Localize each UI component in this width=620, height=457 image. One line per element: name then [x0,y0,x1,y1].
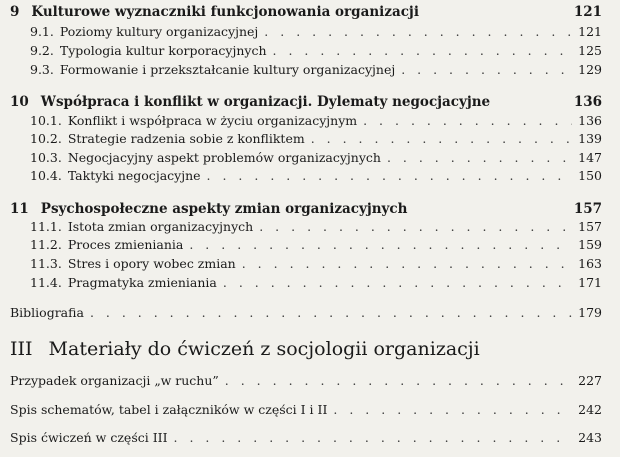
section-10-4[interactable]: 10.4. Taktyki negocjacyjne . . . 150 [30,168,602,183]
dot-leader [401,62,572,77]
section-9-1[interactable]: 9.1. Poziomy kultury organizacyjnej . . . 121 [30,24,602,39]
chapter-title: 9 Kulturowe wyznaczniki funkcjonowania organizacji [10,4,419,20]
dot-leader [273,43,573,58]
chapter-page-number: 121 [573,4,602,20]
dot-leader [174,430,573,445]
part-3-heading: III Materiały do ćwiczeń z socjologii organizacji [10,338,480,360]
section-11-2[interactable]: 11.2. Proces zmieniania . . . 159 [30,237,602,252]
chapter-page-number: 136 [573,94,602,110]
bibliography-entry[interactable]: Bibliografia . . . 179 [10,305,602,320]
dot-leader [311,131,572,146]
dot-leader [223,275,572,290]
dot-leader [387,150,572,165]
chapter-page-number: 157 [573,201,602,217]
section-11-4[interactable]: 11.4. Pragmatyka zmieniania . . . 171 [30,275,602,290]
section-10-1[interactable]: 10.1. Konflikt i współpraca w życiu organizacyjnym . . . 136 [30,113,602,128]
section-10-3[interactable]: 10.3. Negocjacyjny aspekt problemów organizacyjnych . . . 147 [30,150,602,165]
dot-leader [259,219,572,234]
dot-leader [207,168,573,183]
section-9-3[interactable]: 9.3. Formowanie i przekształcanie kultury organizacyjnej . . . 129 [30,62,602,77]
section-11-3[interactable]: 11.3. Stres i opory wobec zmian . . . 163 [30,256,602,271]
dot-leader [264,24,572,39]
dot-leader [189,237,572,252]
dot-leader [242,256,572,271]
dot-leader [90,305,572,320]
section-9-2[interactable]: 9.2. Typologia kultur korporacyjnych . . . 125 [30,43,602,58]
chapter-11-heading[interactable] [10,201,602,217]
section-10-2[interactable]: 10.2. Strategie radzenia sobie z konfliktem . . . 139 [30,131,602,146]
chapter-9-heading[interactable] [10,4,602,20]
chapter-10-heading[interactable] [10,94,602,110]
dot-leader [363,113,572,128]
part3-entry-case-study[interactable]: Przypadek organizacji „w ruchu” . . . 227 [10,373,602,388]
part3-entry-schemes-list[interactable]: Spis schematów, tabel i załączników w części I i II . . . 242 [10,402,602,417]
dot-leader [225,373,572,388]
part3-entry-exercises-list[interactable]: Spis ćwiczeń w części III . . . 243 [10,430,602,445]
chapter-title: 10 Współpraca i konflikt w organizacji. Dylematy negocjacyjne [10,94,491,110]
dot-leader [333,402,572,417]
chapter-title: 11 Psychospołeczne aspekty zmian organizacyjnych [10,201,408,217]
section-11-1[interactable]: 11.1. Istota zmian organizacyjnych . . . 157 [30,219,602,234]
